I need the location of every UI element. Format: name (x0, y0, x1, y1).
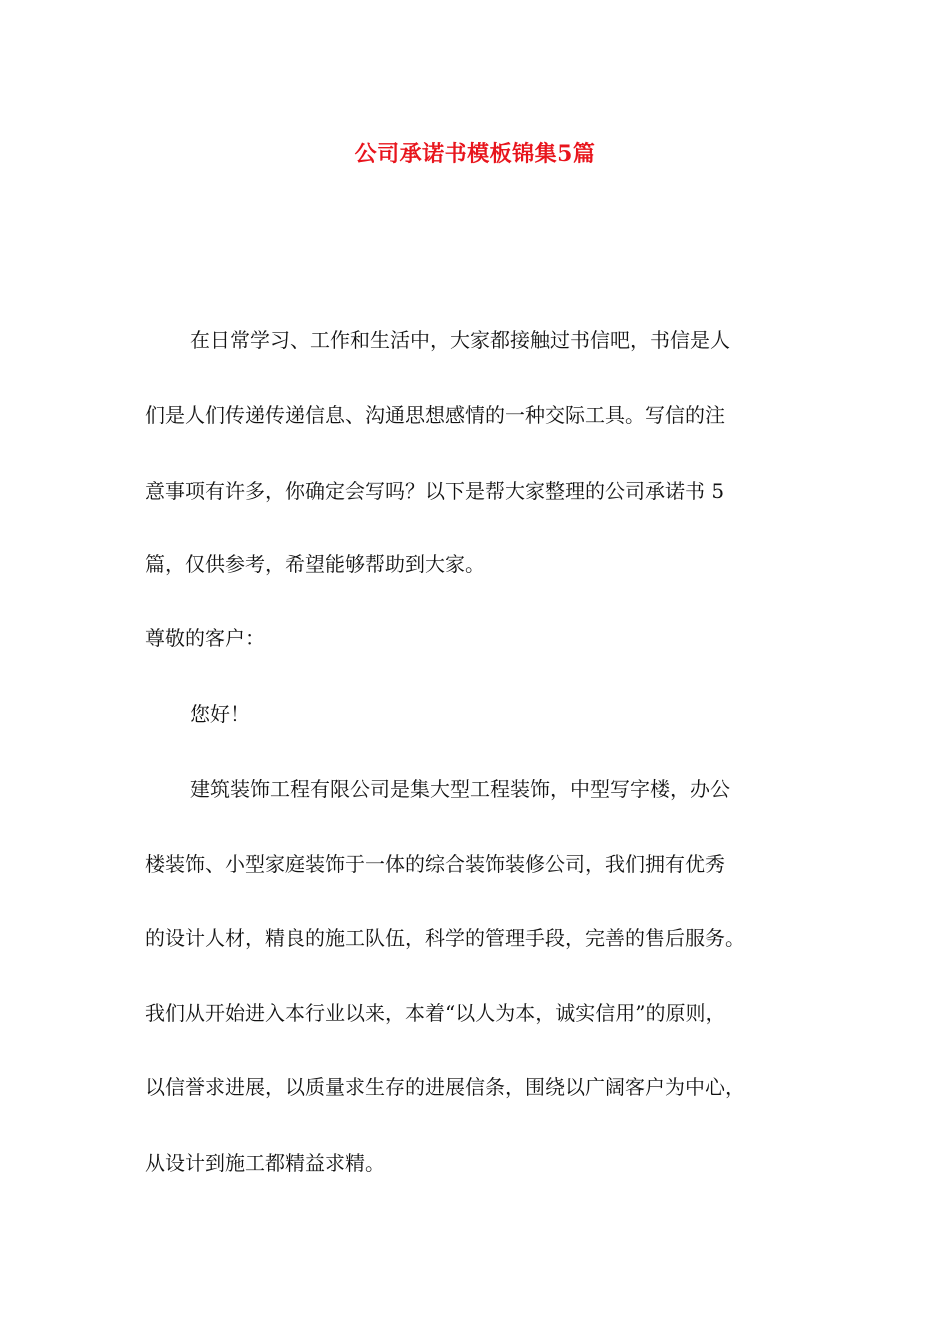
salutation: 尊敬的客户： (145, 626, 265, 650)
greeting: 您好！ (190, 702, 250, 726)
intro-line-1: 在日常学习、工作和生活中，大家都接触过书信吧，书信是人 (190, 328, 730, 352)
body-line-4: 我们从开始进入本行业以来，本着“以人为本，诚实信用”的原则， (145, 1001, 726, 1025)
body-line-3: 的设计人材，精良的施工队伍，科学的管理手段，完善的售后服务。 (145, 926, 745, 950)
body-line-1: 建筑装饰工程有限公司是集大型工程装饰，中型写字楼，办公 (190, 777, 730, 801)
intro-line-3: 意事项有许多，你确定会写吗？以下是帮大家整理的公司承诺书 5 (145, 479, 725, 503)
document-title: 公司承诺书模板锦集5篇 (354, 141, 596, 167)
intro-line-2: 们是人们传递传递信息、沟通思想感情的一种交际工具。写信的注 (145, 403, 725, 427)
body-line-5: 以信誉求进展，以质量求生存的进展信条，围绕以广阔客户为中心， (145, 1075, 745, 1099)
body-line-6: 从设计到施工都精益求精。 (145, 1151, 385, 1175)
body-line-2: 楼装饰、小型家庭装饰于一体的综合装饰装修公司，我们拥有优秀 (145, 852, 725, 876)
intro-line-4: 篇，仅供参考，希望能够帮助到大家。 (145, 552, 485, 576)
